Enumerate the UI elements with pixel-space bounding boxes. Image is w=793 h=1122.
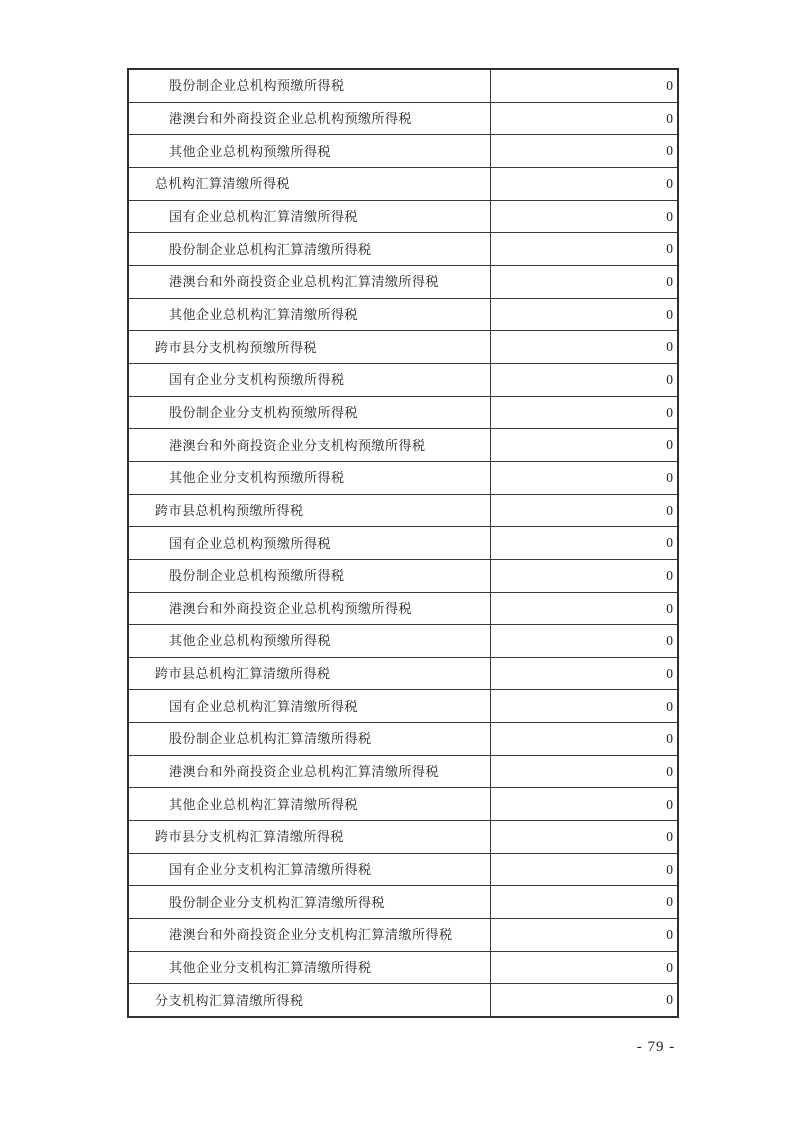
row-label: 股份制企业总机构预缴所得税: [129, 560, 491, 592]
row-label: 股份制企业分支机构预缴所得税: [129, 397, 491, 429]
table-row: [129, 429, 677, 462]
row-value: 0: [666, 437, 673, 453]
row-value: 0: [666, 535, 673, 551]
row-label: 港澳台和外商投资企业总机构预缴所得税: [129, 593, 491, 625]
page-number: - 79 -: [636, 1039, 676, 1055]
row-label: 股份制企业总机构预缴所得税: [129, 70, 491, 102]
row-value: 0: [666, 861, 673, 877]
row-label: 港澳台和外商投资企业总机构汇算清缴所得税: [129, 756, 491, 788]
row-label: 分支机构汇算清缴所得税: [129, 984, 491, 1016]
table-row: [129, 690, 677, 723]
row-value: 0: [666, 894, 673, 910]
table-row: [129, 70, 677, 103]
row-label: 跨市县分支机构预缴所得税: [129, 331, 491, 363]
row-value: 0: [666, 731, 673, 747]
table-row: [129, 984, 677, 1016]
row-label: 跨市县分支机构汇算清缴所得税: [129, 821, 491, 853]
table-row: [129, 103, 677, 136]
table-row: [129, 527, 677, 560]
table-row: [129, 821, 677, 854]
row-label: 股份制企业总机构汇算清缴所得税: [129, 233, 491, 265]
table-row: [129, 560, 677, 593]
table-row: [129, 331, 677, 364]
row-label: 其他企业总机构预缴所得税: [129, 135, 491, 167]
table-row: [129, 625, 677, 658]
row-value: 0: [666, 143, 673, 159]
row-value: 0: [666, 992, 673, 1008]
table-row: [129, 919, 677, 952]
row-value: 0: [666, 306, 673, 322]
row-value: 0: [666, 959, 673, 975]
row-label: 港澳台和外商投资企业分支机构预缴所得税: [129, 429, 491, 461]
table-row: [129, 397, 677, 430]
row-label: 港澳台和外商投资企业分支机构汇算清缴所得税: [129, 919, 491, 951]
row-value: 0: [666, 339, 673, 355]
row-label: 其他企业总机构汇算清缴所得税: [129, 788, 491, 820]
row-value: 0: [666, 274, 673, 290]
row-label: 跨市县总机构汇算清缴所得税: [129, 658, 491, 690]
table-row: [129, 168, 677, 201]
row-value: 0: [666, 927, 673, 943]
row-value: 0: [666, 698, 673, 714]
row-label: 其他企业总机构预缴所得税: [129, 625, 491, 657]
row-label: 其他企业分支机构预缴所得税: [129, 462, 491, 494]
table-row: [129, 854, 677, 887]
table-row: [129, 233, 677, 266]
row-label: 港澳台和外商投资企业总机构预缴所得税: [129, 103, 491, 135]
row-value: 0: [666, 600, 673, 616]
row-label: 跨市县总机构预缴所得税: [129, 495, 491, 527]
row-label: 国有企业总机构汇算清缴所得税: [129, 201, 491, 233]
table-row: [129, 886, 677, 919]
table-row: [129, 658, 677, 691]
row-label: 国有企业总机构预缴所得税: [129, 527, 491, 559]
row-label: 股份制企业分支机构汇算清缴所得税: [129, 886, 491, 918]
table-row: [129, 462, 677, 495]
row-label: 港澳台和外商投资企业总机构汇算清缴所得税: [129, 266, 491, 298]
row-value: 0: [666, 110, 673, 126]
row-value: 0: [666, 796, 673, 812]
row-value: 0: [666, 633, 673, 649]
row-value: 0: [666, 469, 673, 485]
row-label: 国有企业分支机构预缴所得税: [129, 364, 491, 396]
table-row: [129, 952, 677, 985]
table-row: [129, 756, 677, 789]
tax-table: [127, 68, 679, 1018]
row-label: 其他企业总机构汇算清缴所得税: [129, 299, 491, 331]
table-row: [129, 299, 677, 332]
table-row: [129, 201, 677, 234]
row-value: 0: [666, 502, 673, 518]
table-row: [129, 266, 677, 299]
row-value: 0: [666, 78, 673, 94]
row-label: 股份制企业总机构汇算清缴所得税: [129, 723, 491, 755]
table-row: [129, 593, 677, 626]
row-value: 0: [666, 404, 673, 420]
row-value: 0: [666, 763, 673, 779]
row-value: 0: [666, 829, 673, 845]
row-label: 国有企业总机构汇算清缴所得税: [129, 690, 491, 722]
table-row: [129, 135, 677, 168]
table-row: [129, 723, 677, 756]
table-row: [129, 788, 677, 821]
table-row: [129, 364, 677, 397]
row-value: 0: [666, 665, 673, 681]
table-row: [129, 495, 677, 528]
row-value: 0: [666, 241, 673, 257]
row-label: 国有企业分支机构汇算清缴所得税: [129, 854, 491, 886]
row-label: 其他企业分支机构汇算清缴所得税: [129, 952, 491, 984]
row-value: 0: [666, 208, 673, 224]
row-value: 0: [666, 176, 673, 192]
row-label: 总机构汇算清缴所得税: [129, 168, 491, 200]
row-value: 0: [666, 371, 673, 387]
row-value: 0: [666, 567, 673, 583]
